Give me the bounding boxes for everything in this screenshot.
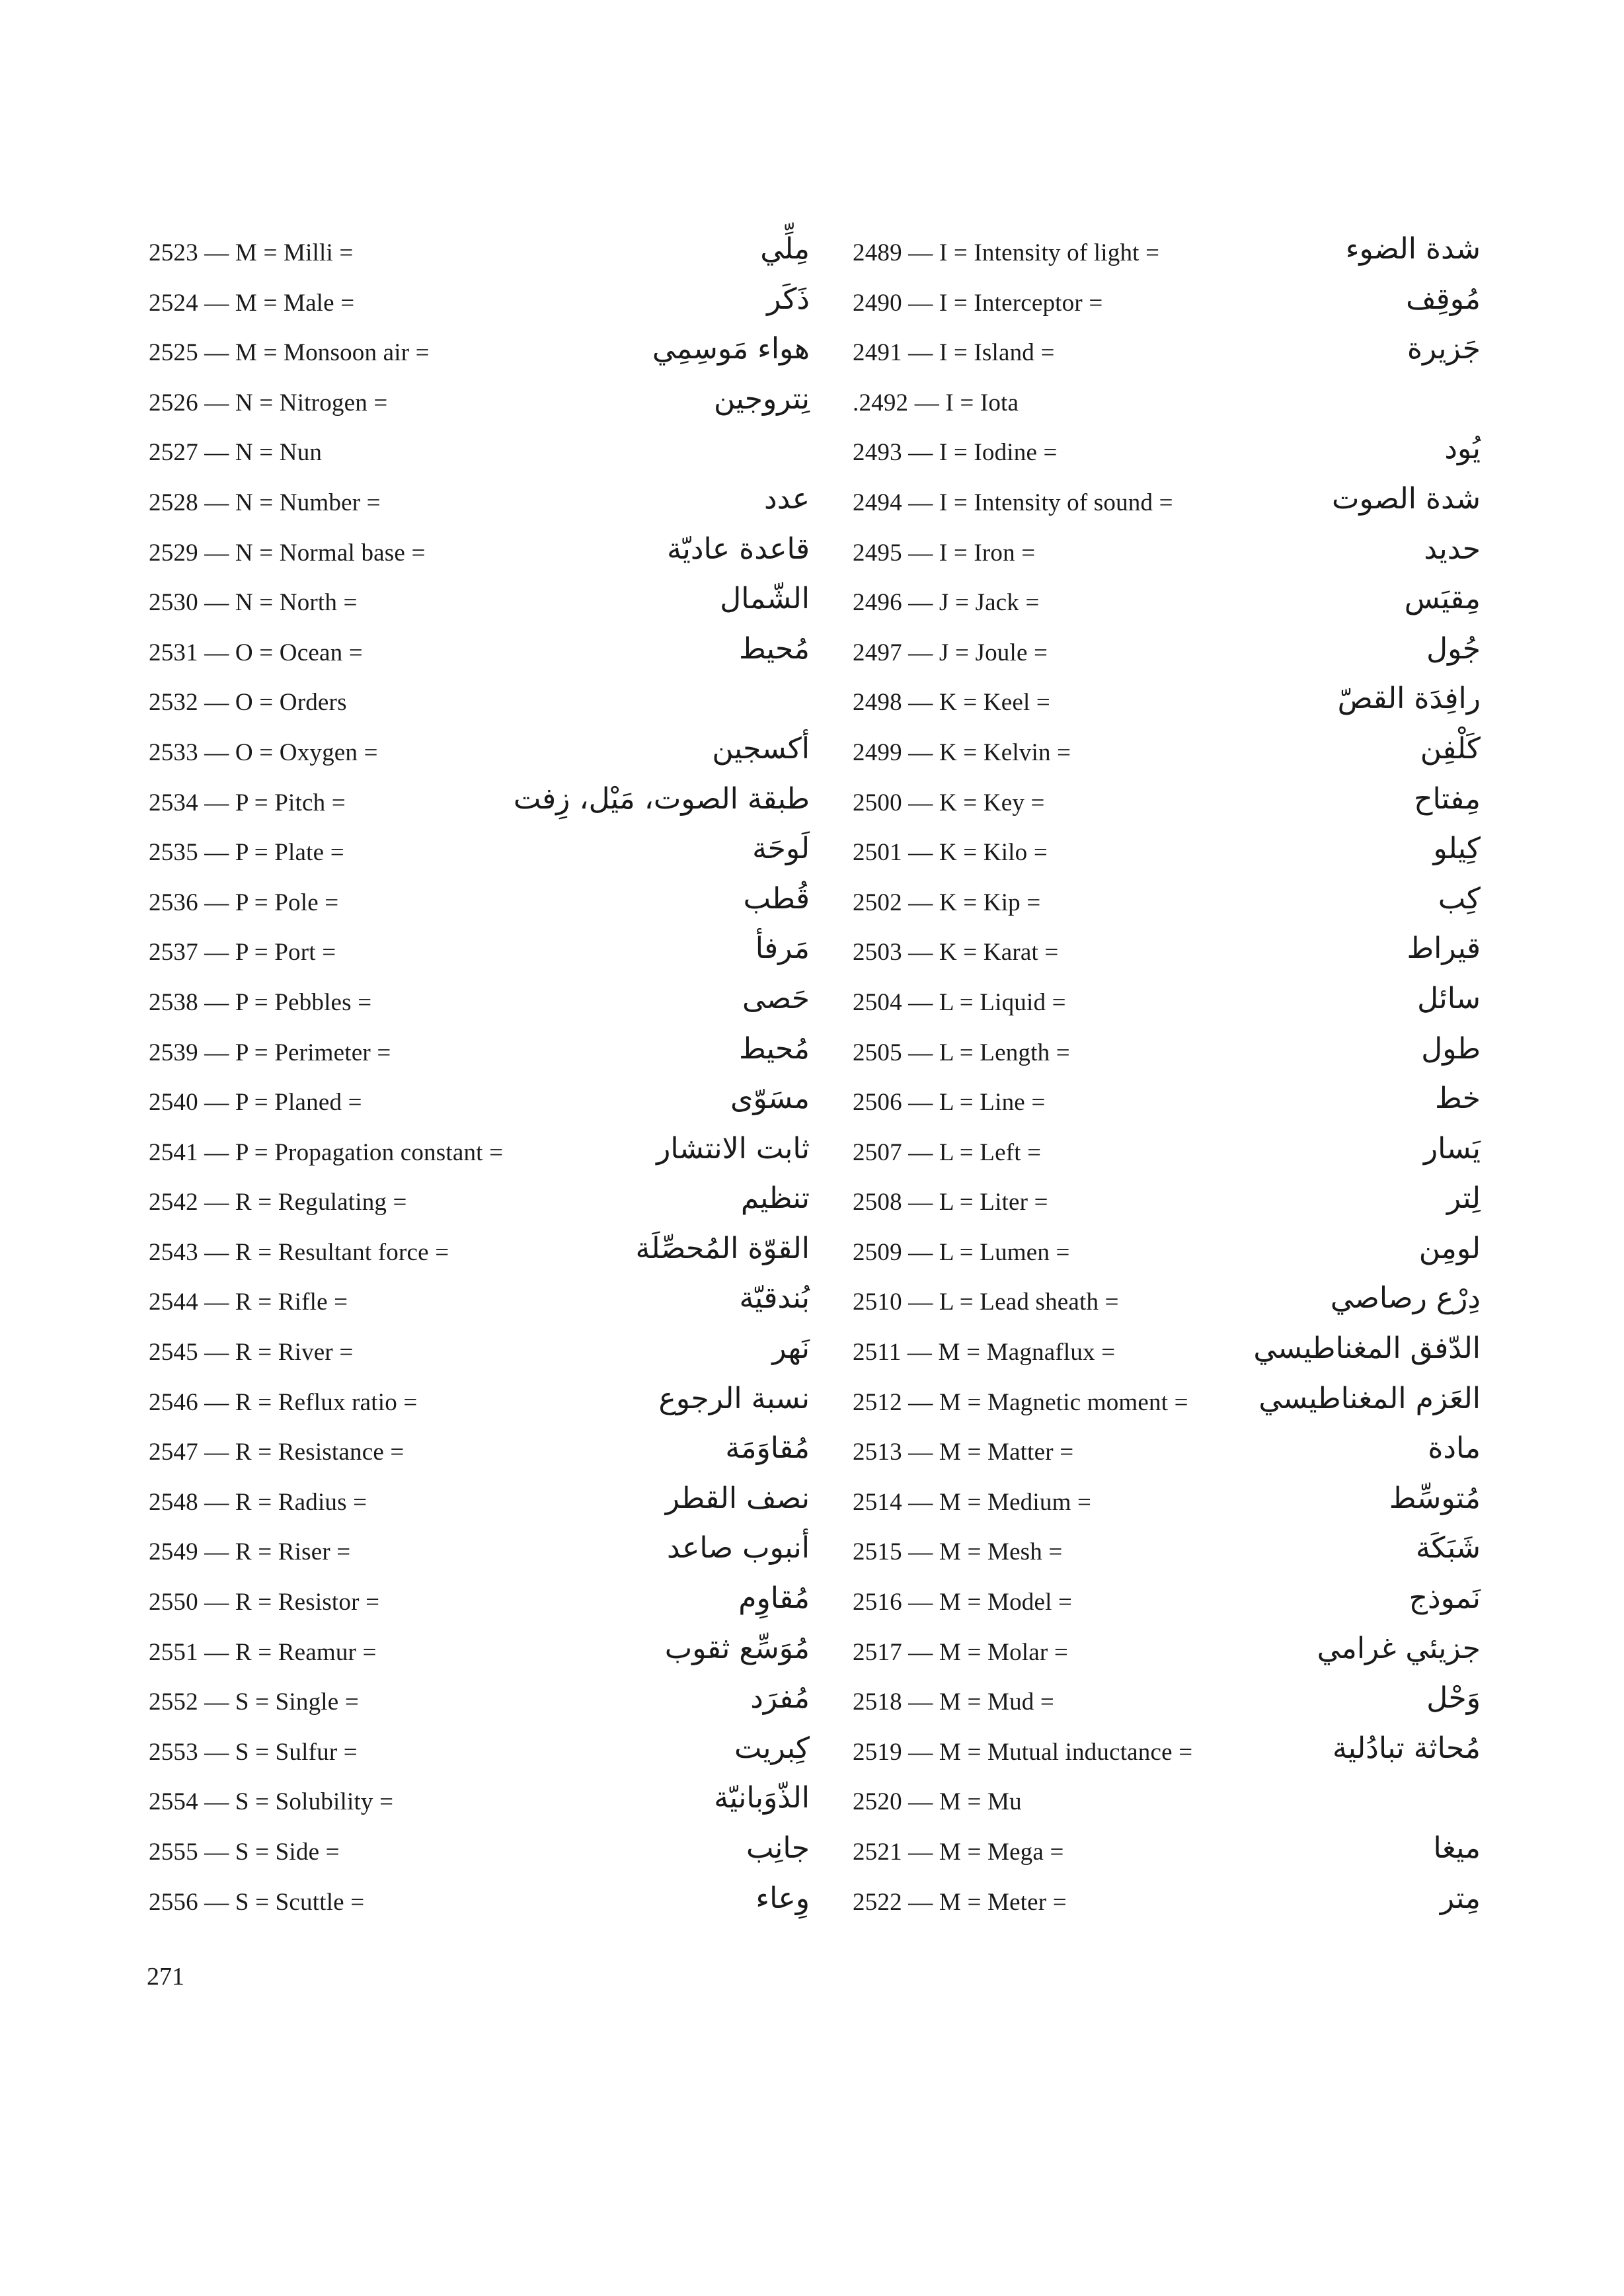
entry-english-term: 2504 — L = Liquid = (853, 988, 1066, 1016)
dictionary-entry (149, 1527, 810, 1577)
entry-english-term: 2525 — M = Monsoon air = (149, 339, 430, 367)
entry-arabic-term: مُقاوَمَة (725, 1431, 810, 1466)
entry-arabic-term: كَلْفِن (1420, 731, 1481, 766)
dictionary-entry (149, 578, 810, 628)
entry-english-term: 2522 — M = Meter = (853, 1888, 1067, 1916)
dictionary-entry (853, 1078, 1481, 1128)
dictionary-entry (853, 378, 1481, 428)
entry-arabic-term: مُتوسِّط (1389, 1481, 1481, 1515)
dictionary-entry (149, 1827, 810, 1878)
entry-arabic-term: الذّوَبانيّة (714, 1781, 810, 1815)
entry-english-term: 2540 — P = Planed = (149, 1089, 362, 1117)
entry-arabic-term: مُوَسِّع ثقوب (664, 1631, 810, 1665)
dictionary-entry (853, 1777, 1481, 1827)
entry-english-term: 2546 — R = Reflux ratio = (149, 1388, 418, 1416)
entry-english-term: 2527 — N = Nun (149, 439, 323, 467)
entry-english-term: 2493 — I = Iodine = (853, 439, 1058, 467)
entry-english-term: 2547 — R = Resistance = (149, 1439, 405, 1466)
dictionary-entry (149, 1228, 810, 1278)
entry-english-term: 2526 — N = Nitrogen = (149, 389, 388, 416)
entry-arabic-term: أكسجين (712, 731, 810, 766)
entry-arabic-term: ثابت الانتشار (656, 1131, 810, 1166)
dictionary-entry (853, 828, 1481, 878)
dictionary-entry (853, 1527, 1481, 1577)
dictionary-entry (853, 1427, 1481, 1478)
entry-english-term: 2548 — R = Radius = (149, 1488, 367, 1516)
entry-english-term: 2500 — K = Key = (853, 789, 1045, 816)
entry-arabic-term: جزيئي غرامي (1317, 1631, 1481, 1665)
dictionary-entry (149, 478, 810, 528)
entry-arabic-term: جُول (1426, 631, 1481, 666)
entry-arabic-term: سائل (1417, 981, 1481, 1015)
dictionary-entry (853, 1228, 1481, 1278)
entry-arabic-term: طول (1421, 1031, 1481, 1066)
dictionary-entry (149, 1777, 810, 1827)
dictionary-entry (853, 1327, 1481, 1378)
dictionary-entry (149, 1677, 810, 1727)
entry-english-term: 2553 — S = Sulfur = (149, 1738, 358, 1766)
entry-arabic-term: مِقيَس (1404, 582, 1481, 616)
entry-english-term: 2494 — I = Intensity of sound = (853, 489, 1173, 516)
entry-english-term: 2501 — K = Kilo = (853, 839, 1048, 867)
entry-arabic-term: مَرفأ (755, 931, 810, 966)
entry-arabic-term: لِتر (1447, 1181, 1481, 1216)
entry-arabic-term: شَبَكَة (1415, 1531, 1481, 1565)
dictionary-entry (853, 278, 1481, 329)
entry-arabic-term: مُحيط (738, 631, 810, 666)
entry-arabic-term: يُود (1444, 432, 1481, 466)
dictionary-entry (853, 478, 1481, 528)
entry-arabic-term: تنظيم (740, 1181, 810, 1216)
dictionary-entry (149, 278, 810, 329)
entry-arabic-term: وَحْل (1426, 1681, 1481, 1716)
dictionary-entry (149, 1028, 810, 1078)
entry-arabic-term: يَسار (1423, 1131, 1481, 1166)
dictionary-entry (853, 328, 1481, 378)
entry-english-term: 2495 — I = Iron = (853, 539, 1036, 567)
left-column (149, 228, 810, 1927)
dictionary-entry (853, 1177, 1481, 1228)
entry-arabic-term: نَموذج (1409, 1581, 1481, 1616)
entry-english-term: 2544 — R = Rifle = (149, 1288, 348, 1316)
entry-arabic-term: نصف القطر (665, 1481, 810, 1515)
dictionary-entry (149, 1478, 810, 1528)
entry-english-term: 2503 — K = Karat = (853, 939, 1059, 967)
entry-arabic-term: مُحاثة تبادُلية (1333, 1731, 1481, 1765)
dictionary-entry (149, 1177, 810, 1228)
entry-english-term: 2524 — M = Male = (149, 289, 355, 317)
entry-arabic-term: مِفتاح (1414, 781, 1481, 816)
entry-english-term: 2508 — L = Liter = (853, 1189, 1048, 1216)
entry-arabic-term: مُحيط (738, 1031, 810, 1066)
entry-arabic-term: مِلِّي (760, 232, 810, 266)
entry-english-term: 2496 — J = Jack = (853, 589, 1040, 617)
entry-english-term: 2554 — S = Solubility = (149, 1788, 394, 1816)
entry-arabic-term: شدة الضوء (1345, 232, 1481, 266)
dictionary-entry (149, 1727, 810, 1778)
entry-english-term: 2518 — M = Mud = (853, 1688, 1054, 1716)
entry-english-term: 2499 — K = Kelvin = (853, 738, 1071, 766)
entry-arabic-term: ميغا (1433, 1831, 1481, 1865)
dictionary-entry (853, 978, 1481, 1028)
entry-english-term: 2520 — M = Mu (853, 1788, 1022, 1816)
dictionary-entry (853, 928, 1481, 978)
dictionary-entry (853, 428, 1481, 478)
entry-english-term: 2528 — N = Number = (149, 489, 381, 516)
entry-english-term: 2521 — M = Mega = (853, 1839, 1064, 1866)
entry-arabic-term: رافِدَة القصّ (1337, 682, 1481, 716)
entry-english-term: 2555 — S = Side = (149, 1839, 340, 1866)
entry-arabic-term: القوّة المُحصِّلَة (635, 1231, 810, 1265)
entry-english-term: 2529 — N = Normal base = (149, 539, 426, 567)
entry-english-term: 2515 — M = Mesh = (853, 1538, 1063, 1566)
dictionary-entry (853, 1677, 1481, 1727)
dictionary-entry (853, 778, 1481, 828)
dictionary-entry (149, 1327, 810, 1378)
entry-english-term: 2509 — L = Lumen = (853, 1238, 1070, 1266)
entry-english-term: 2490 — I = Interceptor = (853, 289, 1103, 317)
entry-arabic-term: نِتروجين (713, 381, 810, 416)
entry-arabic-term: مادة (1428, 1431, 1481, 1466)
entry-english-term: 2534 — P = Pitch = (149, 789, 346, 816)
dictionary-entry (853, 1628, 1481, 1678)
entry-english-term: 2545 — R = River = (149, 1339, 354, 1366)
entry-arabic-term: وِعاء (755, 1881, 810, 1915)
entry-english-term: 2491 — I = Island = (853, 339, 1055, 367)
entry-english-term: 2516 — M = Model = (853, 1589, 1073, 1616)
dictionary-entry (853, 728, 1481, 778)
entry-english-term: 2489 — I = Intensity of light = (853, 239, 1160, 266)
entry-arabic-term: الدّفق المغناطيسي (1253, 1331, 1481, 1366)
entry-arabic-term: العَزم المغناطيسي (1258, 1381, 1481, 1415)
dictionary-entry (149, 1628, 810, 1678)
entry-english-term: 2550 — R = Resistor = (149, 1589, 380, 1616)
dictionary-entry (149, 1878, 810, 1928)
entry-arabic-term: مُقاوِم (738, 1581, 810, 1616)
dictionary-entry (149, 228, 810, 278)
entry-english-term: 2532 — O = Orders (149, 689, 347, 717)
dictionary-entry (149, 878, 810, 928)
entry-arabic-term: طبقة الصوت، مَيْل، زِفت (513, 781, 810, 816)
entry-arabic-term: كِيلو (1433, 832, 1481, 866)
entry-arabic-term: جانِب (746, 1831, 810, 1865)
entry-english-term: 2507 — L = Left = (853, 1138, 1042, 1166)
dictionary-entry (149, 528, 810, 578)
entry-arabic-term: كِبريت (734, 1731, 810, 1765)
entry-english-term: 2514 — M = Medium = (853, 1488, 1092, 1516)
dictionary-entry (149, 378, 810, 428)
dictionary-entry (149, 1577, 810, 1628)
entry-arabic-term: بُندقيّة (739, 1281, 810, 1316)
dictionary-entry (853, 678, 1481, 728)
dictionary-entry (149, 1427, 810, 1478)
entry-english-term: 2537 — P = Port = (149, 939, 336, 967)
entry-english-term: 2551 — R = Reamur = (149, 1638, 377, 1666)
dictionary-entry (149, 1078, 810, 1128)
dictionary-entry (149, 628, 810, 678)
entry-english-term: 2510 — L = Lead sheath = (853, 1288, 1119, 1316)
dictionary-entry (149, 778, 810, 828)
entry-english-term: 2539 — P = Perimeter = (149, 1039, 391, 1066)
dictionary-entry (853, 1277, 1481, 1327)
dictionary-entry (853, 878, 1481, 928)
entry-arabic-term: دِرْع رصاصي (1330, 1281, 1481, 1316)
entry-english-term: 2505 — L = Length = (853, 1039, 1070, 1066)
entry-english-term: 2542 — R = Regulating = (149, 1189, 407, 1216)
dictionary-entry (149, 678, 810, 728)
entry-arabic-term: هواء مَوسِمِي (652, 332, 810, 366)
entry-english-term: 2531 — O = Ocean = (149, 639, 363, 666)
entry-english-term: 2533 — O = Oxygen = (149, 738, 378, 766)
dictionary-entry (149, 1128, 810, 1178)
entry-arabic-term: خط (1435, 1082, 1481, 1116)
entry-english-term: 2498 — K = Keel = (853, 689, 1050, 717)
entry-arabic-term: مِتر (1440, 1881, 1481, 1915)
entry-arabic-term: مسَوّى (730, 1082, 810, 1116)
entry-english-term: 2556 — S = Scuttle = (149, 1888, 365, 1916)
entry-english-term: 2541 — P = Propagation constant = (149, 1138, 504, 1166)
entry-english-term: 2538 — P = Pebbles = (149, 988, 372, 1016)
entry-arabic-term: ذَكَر (767, 282, 810, 316)
dictionary-entry (149, 978, 810, 1028)
dictionary-entry (853, 528, 1481, 578)
entry-english-term: 2497 — J = Joule = (853, 639, 1048, 666)
entry-arabic-term: نَهر (772, 1331, 810, 1366)
entry-english-term: 2506 — L = Line = (853, 1089, 1046, 1117)
entry-arabic-term: كِب (1438, 881, 1481, 916)
entry-arabic-term: جَزيرة (1407, 332, 1481, 366)
entry-arabic-term: قاعدة عاديّة (667, 532, 810, 566)
dictionary-entry (149, 728, 810, 778)
entry-english-term: 2543 — R = Resultant force = (149, 1238, 449, 1266)
dictionary-entry (853, 578, 1481, 628)
entry-english-term: 2519 — M = Mutual inductance = (853, 1738, 1193, 1766)
dictionary-entry (853, 1028, 1481, 1078)
right-column (853, 228, 1481, 1927)
dictionary-entry (853, 1478, 1481, 1528)
entry-arabic-term: شدة الصوت (1332, 481, 1481, 516)
dictionary-entry (853, 1128, 1481, 1178)
entry-arabic-term: حَصى (742, 981, 810, 1015)
dictionary-entry (149, 1378, 810, 1428)
entry-english-term: 2535 — P = Plate = (149, 839, 344, 867)
entry-english-term: 2523 — M = Milli = (149, 239, 354, 266)
entry-english-term: 2512 — M = Magnetic moment = (853, 1388, 1188, 1416)
entry-english-term: 2536 — P = Pole = (149, 889, 339, 916)
dictionary-entry (853, 1878, 1481, 1928)
entry-arabic-term: مُفرَد (750, 1681, 810, 1716)
entry-english-term: 2552 — S = Single = (149, 1688, 359, 1716)
dictionary-entry (853, 1827, 1481, 1878)
entry-arabic-term: عدد (764, 481, 810, 516)
entry-english-term: 2511 — M = Magnaflux = (853, 1339, 1116, 1366)
entry-english-term: 2530 — N = North = (149, 589, 358, 617)
entry-arabic-term: حديد (1424, 532, 1481, 566)
entry-english-term: .2492 — I = Iota (853, 389, 1019, 416)
entry-arabic-term: نسبة الرجوع (658, 1381, 810, 1415)
entry-english-term: 2549 — R = Riser = (149, 1538, 351, 1566)
dictionary-entry (853, 1378, 1481, 1428)
entry-arabic-term: أنبوب صاعد (666, 1531, 810, 1565)
entry-arabic-term: لَوحَة (752, 832, 810, 866)
page-number: 271 (147, 1963, 184, 1991)
entry-english-term: 2517 — M = Molar = (853, 1638, 1068, 1666)
entry-arabic-term: مُوقِف (1406, 282, 1481, 316)
dictionary-entry (149, 1277, 810, 1327)
dictionary-entry (149, 328, 810, 378)
entry-arabic-term: قُطب (743, 881, 810, 916)
entry-english-term: 2513 — M = Matter = (853, 1439, 1074, 1466)
dictionary-entry (853, 628, 1481, 678)
entry-arabic-term: الشّمال (720, 582, 810, 616)
dictionary-entry (149, 428, 810, 478)
entry-arabic-term: قيراط (1407, 931, 1481, 966)
dictionary-entry (853, 1727, 1481, 1778)
entry-arabic-term: لومِن (1418, 1231, 1481, 1265)
dictionary-entry (149, 928, 810, 978)
dictionary-entry (853, 1577, 1481, 1628)
dictionary-entry (853, 228, 1481, 278)
dictionary-entry (149, 828, 810, 878)
entry-english-term: 2502 — K = Kip = (853, 889, 1041, 916)
